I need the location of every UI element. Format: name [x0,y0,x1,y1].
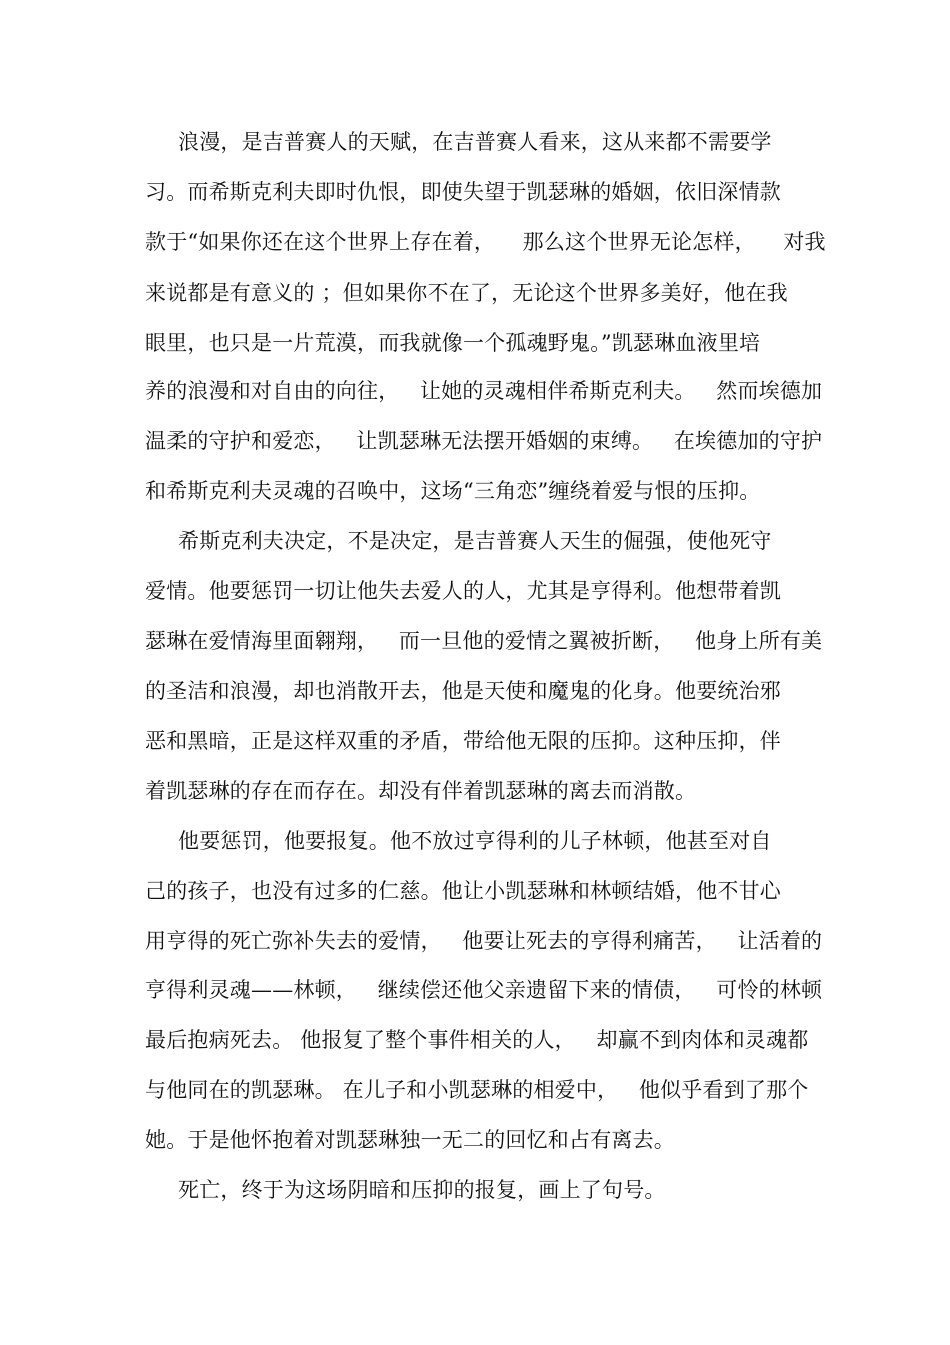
text-line: 款于“如果你还在这个世界上存在着， 那么这个世界无论怎样， 对我 [145,230,826,254]
text-line: 他要惩罚，他要报复。他不放过亨得利的儿子林顿，他甚至对自 [178,829,772,853]
text-line: 希斯克利夫决定，不是决定，是吉普赛人天生的倔强，使他死守 [178,529,772,553]
text-line: 的圣洁和浪漫，却也消散开去，他是天使和魔鬼的化身。他要统治邪 [145,679,781,703]
text-line: 用亨得的死亡弥补失去的爱情， 他要让死去的亨得利痛苦， 让活着的 [145,929,823,953]
text-line: 恶和黑暗，正是这样双重的矛盾，带给他无限的压抑。这种压抑，伴 [145,729,781,753]
text-line: 亨得利灵魂——林顿， 继续偿还他父亲遗留下来的情债， 可怜的林顿 [145,978,823,1002]
text-line: 她。于是他怀抱着对凯瑟琳独一无二的回忆和占有离去。 [145,1128,675,1152]
text-line: 己的孩子，也没有过多的仁慈。他让小凯瑟琳和林顿结婚，他不甘心 [145,879,781,903]
text-line: 瑟琳在爱情海里面翱翔， 而一旦他的爱情之翼被折断， 他身上所有美 [145,629,823,653]
text-line: 与他同在的凯瑟琳。 在儿子和小凯瑟琳的相爱中， 他似乎看到了那个 [145,1078,809,1102]
text-line: 习。而希斯克利夫即时仇恨，即使失望于凯瑟琳的婚姻，依旧深情款 [145,180,781,204]
text-line: 浪漫，是吉普赛人的天赋，在吉普赛人看来，这从来都不需要学 [178,130,772,154]
text-line: 和希斯克利夫灵魂的召唤中，这场“三角恋”缠绕着爱与恨的压抑。 [145,479,761,503]
text-line: 死亡，终于为这场阴暗和压抑的报复，画上了句号。 [178,1178,666,1202]
text-line: 养的浪漫和对自由的向往， 让她的灵魂相伴希斯克利夫。 然而埃德加 [145,379,823,403]
text-line: 眼里，也只是一片荒漠，而我就像一个孤魂野鬼。”凯瑟琳血液里培 [145,331,761,355]
text-line: 来说都是有意义的 ；但如果你不在了，无论这个世界多美好，他在我 [145,281,788,305]
text-line: 着凯瑟琳的存在而存在。却没有伴着凯瑟琳的离去而消散。 [145,779,697,803]
text-line: 温柔的守护和爱恋， 让凯瑟琳无法摆开婚姻的束缚。 在埃德加的守护 [145,429,823,453]
text-line: 最后抱病死去。 他报复了整个事件相关的人， 却赢不到肉体和灵魂都 [145,1028,809,1052]
text-line: 爱情。他要惩罚一切让他失去爱人的人，尤其是亨得利。他想带着凯 [145,579,781,603]
